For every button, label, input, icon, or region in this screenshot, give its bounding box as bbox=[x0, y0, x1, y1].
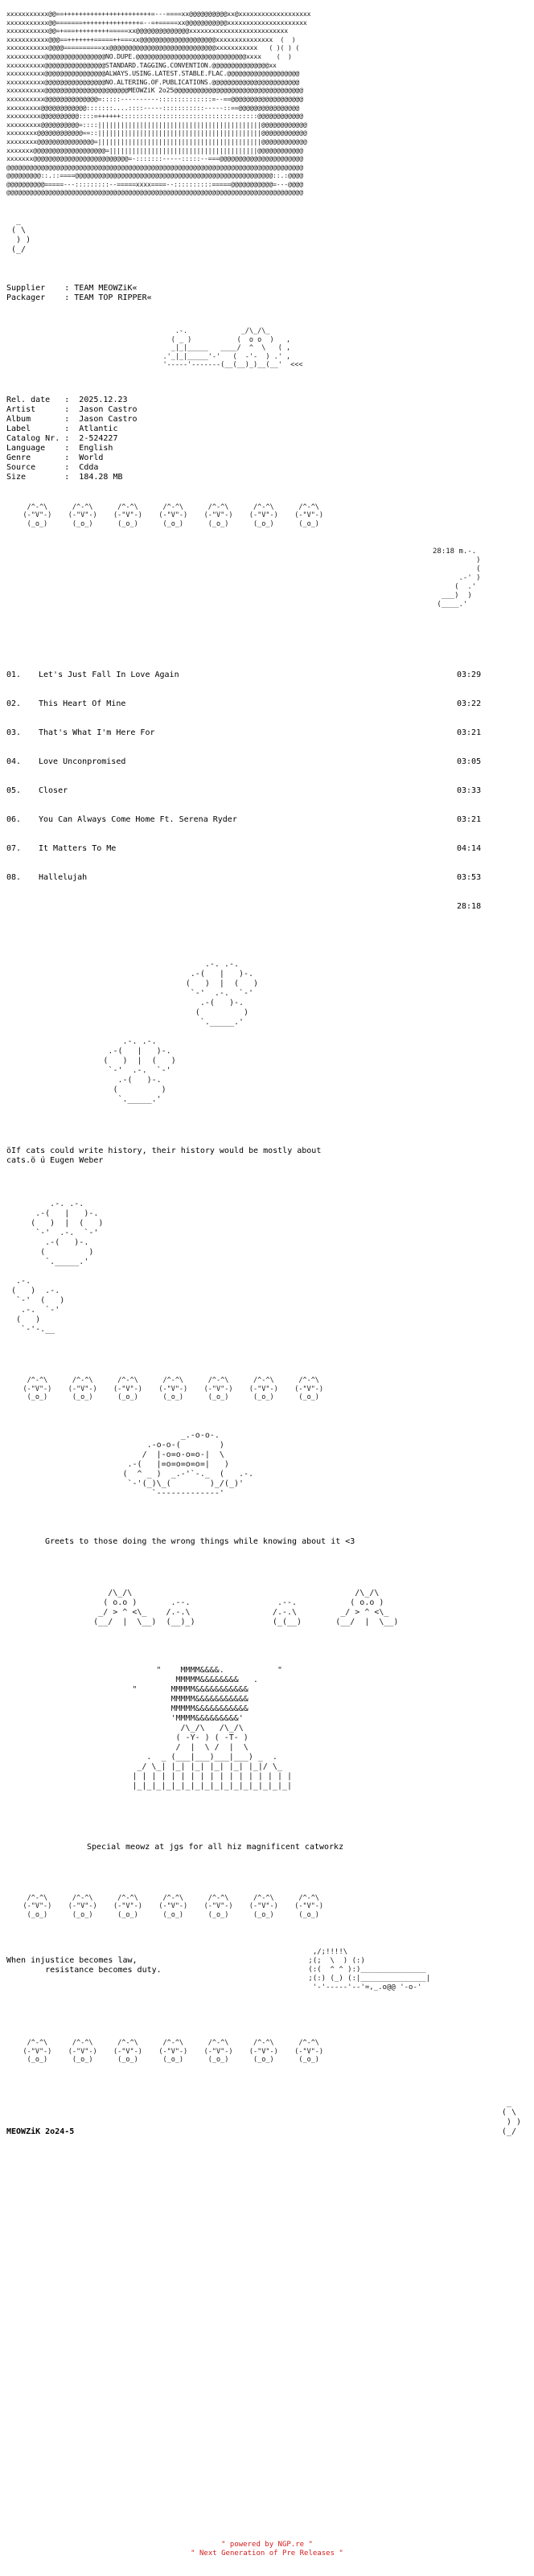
header-banner-art: xxxxxxxxxxx@@==+++++++++++++++++++++++=---====xx@@@@@@@@@@xx@xxxxxxxxxxxxxxxxxxx xxxxxxxxxxx@@=======+++++++++++++++=--=+=====xx@@@@@@@@@@@xxxxxxxxxxxxxxxxxxxxx xxxxxxxxxxx@@=+===+++++++++=====xx@@@@@@@@@@@@@@xxxxxxxxxxxxxxxxxxxxxxxxxx xxxxxxxxxxx@@@==+++++++=====++===xx@@@@@@@@@@@@@@@@@@@@xxxxxxxxxxxxxxx ( ) xxxxxxxxxxx@@@@==========xx@@@@@@@@@@@@@@@@@@@@@@@@@@@@xxxxxxxxxxx ( )( ) ( xxxxxxxxxx@@@@@@@@@@@@@@@@NO.DUPE.@@@@@@@@@@@@@@@@@@@@@@@@@@@@@xxxx ( ) xxxxxxxxxx@@@@@@@@@@@@@@@@STANDARD.TAGGING.CONVENTION.@@@@@@@@@@@@@@@xx xxxxxxxxxx@@@@@@@@@@@@@@@@ALWAYS.USING.LATEST.STABLE.FLAC.@@@@@@@@@@@@@@@@@@@ xxxxxxxxxx@@@@@@@@@@@@@@@@NO.ALTERING.OF.PUBLICATIONS.@@@@@@@@@@@@@@@@@@@@@@@ xxxxxxxxxx@@@@@@@@@@@@@@@@@@@@@@MEOWZiK 2o25@@@@@@@@@@@@@@@@@@@@@@@@@@@@@@@@@@ xxxxxxxxxx@@@@@@@@@@@@@@=:::::----------::::::::::::::=--==@@@@@@@@@@@@@@@@@@@ xxxxxxxxx@@@@@@@@@@@@:::::::....::::-----:::::::::::-----::==@@@@@@@@@@@@@@@@ xxxxxxxxx@@@@@@@@@@::::=++++++::::::::::::::::::::::::::::::::::::@@@@@@@@@@@@ xxxxxxxxx@@@@@@@@@@=::::|||||||||||||||||||||||||||||||||||||||||||@@@@@@@@@@@@ xxxxxxxx@@@@@@@@@@@@==::|||||||||||||||||||||||||||||||||||||||||||@@@@@@@@@@@@ xxxxxxxx@@@@@@@@@@@@@@@=|||||||||||||||||||||||||||||||||||||||||||@@@@@@@@@@@@ xxxxxxx@@@@@@@@@@@@@@@@@@@=|||||||||||||||||||||||||||||||||||||||@@@@@@@@@@@@ xxxxxxx@@@@@@@@@@@@@@@@@@@@@@@@@=-:::::::-----:::::--===@@@@@@@@@@@@@@@@@@@@@@ @@@@@@@@@@@@@@@@@@@@@@@@@@@@@@@@@@@@@@@@@@@@@@@@@@@@@@@@@@@@@@@@@@@@@@@@@@@@@@ @@@@@@@@@::.::====@@@@@@@@@@@@@@@@@@@@@@@@@@@@@@@@@@@@@@@@@@@@@@@@@@@@::.:@@@@ @@@@@@@@@@=====---:::::::::--=====xxxx====--::::::::::=====@@@@@@@@@@@=---@@@@ @@@@@@@@@@@@@@@@@@@@@@@@@@@@@@@@@@@@@@@@@@@@@@@@@@@@@@@@@@@@@@@@@@@@@@@@@@@@@@ bbox=[6, 10, 311, 197]
injustice-section bbox=[6, 1948, 528, 1992]
track-number: 06. bbox=[6, 815, 22, 825]
signature-row bbox=[6, 2098, 521, 2137]
castle-cats-art: " MMMM&&&&. " MMMMM&&&&&&&& . " MMMMM&&&&&&&&&&& MMMMM&&&&&&&&&&& MMMMM&&&&&&&&&&& 'MMMM&&&&&&&&&' /\_/\ /\_/\ ( -Y- ) ( -T- ) / | \ / | \ . _ (___|___)___|___) _ . _/ \_| |_| |_| |_| |_| |_|/ \_ | | | | | | | | | | | | | | | | | |_|_|_|_|_|_|_|_|_|_|_|_|_|_|_|_| bbox=[132, 1665, 293, 1790]
track-row bbox=[6, 757, 528, 767]
paw-row-divider: /^-^\ /^-^\ /^-^\ /^-^\ /^-^\ /^-^\ /^-^\ (-"V"-) (-"V"-) (-"V"-) (-"V"-) (-"V"-) (-"V"-) (-"V"-) (_o_) (_o_) (_o_) (_o_) (_o_) (_o_) (_o_) bbox=[23, 2039, 324, 2065]
track-time: 03:21 bbox=[457, 815, 482, 825]
track-title: It Matters To Me bbox=[39, 844, 117, 854]
paw-row-divider: /^-^\ /^-^\ /^-^\ /^-^\ /^-^\ /^-^\ /^-^\ (-"V"-) (-"V"-) (-"V"-) (-"V"-) (-"V"-) (-"V"-) (-"V"-) (_o_) (_o_) (_o_) (_o_) (_o_) (_o_) (_o_) bbox=[23, 1893, 324, 1919]
track-row bbox=[6, 699, 528, 709]
track-row bbox=[6, 844, 528, 854]
footer-powered-by: " powered by NGP.re " bbox=[221, 2541, 313, 2549]
track-number: 05. bbox=[6, 786, 22, 796]
special-meowz-line: Special meowz at jgs for all hiz magnificent catworkz bbox=[87, 1842, 344, 1852]
cat-history-quote: öIf cats could write history, their history would be mostly about cats.ö ú Eugen Weber bbox=[6, 1146, 322, 1166]
paw-row-divider: /^-^\ /^-^\ /^-^\ /^-^\ /^-^\ /^-^\ /^-^\ (-"V"-) (-"V"-) (-"V"-) (-"V"-) (-"V"-) (-"V"-) (-"V"-) (_o_) (_o_) (_o_) (_o_) (_o_) (_o_) (_o_) bbox=[23, 1376, 324, 1402]
track-number: 04. bbox=[6, 757, 22, 767]
track-row bbox=[6, 671, 528, 680]
track-row bbox=[6, 815, 528, 825]
paw-print-art-bottom: _ ( \ ) ) (_/ bbox=[501, 2098, 521, 2136]
track-time: 03:05 bbox=[457, 757, 482, 767]
supplier-block: Supplier : TEAM MEOWZiK« Packager : TEAM TOP RIPPER« bbox=[6, 284, 152, 303]
track-title: You Can Always Come Home Ft. Serena Ryder bbox=[39, 815, 237, 825]
nfo-document bbox=[6, 0, 528, 2147]
cat-ascii-art: .-. _/\_/\_ ( _ ) ( o o ) , _|_|_____ ____/ ^ \ ( , .'_|_|_____'-' ( -'- ) .' , '-----'-------(__(__)_)__(__' <<< bbox=[162, 327, 303, 370]
track-title: This Heart Of Mine bbox=[39, 699, 126, 709]
track-row bbox=[6, 873, 528, 883]
track-total-row bbox=[6, 902, 528, 912]
track-time: 03:33 bbox=[457, 786, 482, 796]
track-time: 03:29 bbox=[457, 671, 482, 680]
tracks-total-time: 28:18 bbox=[457, 902, 482, 912]
track-title: Hallelujah bbox=[39, 873, 88, 883]
injustice-quote: When injustice becomes law, resistance becomes duty. bbox=[6, 1956, 162, 1975]
track-number: 03. bbox=[6, 728, 22, 738]
track-time: 03:21 bbox=[457, 728, 482, 738]
paw-print-art-middle: .-. .-. .-( | )-. ( ) | ( ) `-' .-. `-' .-( )-. ( ) `._____.' .-. .-. .-( | )-. ( ) | ( ) `-' .-. `-' .-( )-. ( ) `._____.' bbox=[103, 960, 259, 1105]
track-number: 07. bbox=[6, 844, 22, 854]
track-time: 03:53 bbox=[457, 873, 482, 883]
snake-cat-art: _.-o-o-. .-o-o-( ) / |-o=o-o=o-| \ .-( |=o=o=o=o=| ) ( ^ _ ) _.-'`-._ ( .-. `-'(_)\_( )_/(_)' `-------------' bbox=[122, 1430, 254, 1498]
track-title: That's What I'm Here For bbox=[39, 728, 155, 738]
tracklist bbox=[6, 651, 528, 921]
cats-row-art: /\_/\ /\_/\ ( o.o ) .--. .--. ( o.o ) _/ > ^ <\_ /.-.\ /.-.\ _/ > ^ <\_ (__/ | \__) (__)_) (_(__) (__/ | \__) bbox=[93, 1588, 399, 1626]
paw-print-art-lower: .-. .-. .-( | )-. ( ) | ( ) `-' .-. `-' .-( )-. ( ) `._____.' .-. ( ) .-. `-' ( ) .-. `-' ( ) `-'-.__ bbox=[11, 1200, 104, 1335]
track-time: 04:14 bbox=[457, 844, 482, 854]
track-number: 08. bbox=[6, 873, 22, 883]
paw-print-art-top: _ ( \ ) ) (_/ bbox=[11, 216, 31, 255]
footer-tagline: " Next Generation of Pre Releases " bbox=[191, 2549, 343, 2558]
track-title: Love Unconpromised bbox=[39, 757, 126, 767]
greets-line: Greets to those doing the wrong things while knowing about it <3 bbox=[45, 1536, 355, 1546]
footer-credits bbox=[0, 2541, 534, 2558]
track-row bbox=[6, 786, 528, 796]
track-title: Let's Just Fall In Love Again bbox=[39, 671, 179, 680]
paw-row-divider: /^-^\ /^-^\ /^-^\ /^-^\ /^-^\ /^-^\ /^-^\ (-"V"-) (-"V"-) (-"V"-) (-"V"-) (-"V"-) (-"V"-) (-"V"-) (_o_) (_o_) (_o_) (_o_) (_o_) (_o_) (_o_) bbox=[23, 502, 324, 528]
meowzik-signature: MEOWZiK 2o24-5 bbox=[6, 2127, 75, 2136]
track-number: 01. bbox=[6, 671, 22, 680]
track-title: Closer bbox=[39, 786, 68, 796]
track-time: 03:22 bbox=[457, 699, 482, 709]
track-row bbox=[6, 728, 528, 738]
tail-art-total: 28:18 m.-. ) ( .-' ) ( .' ___) ) (____.' bbox=[433, 548, 481, 609]
release-info-block: Rel. date : 2025.12.23 Artist : Jason Castro Album : Jason Castro Label : Atlantic Catalog Nr. : 2-524227 Language : English Genre : World Source : Cdda Size : 184.28 MB bbox=[6, 395, 138, 482]
train-art: ,/;!!!!\ ;(; \ ) (:) (:( ^ ^ ):)_______________ ;(:) (_) (:|_______________| '-'-----'--'=,_.o@@ '-o-' bbox=[308, 1948, 431, 1992]
track-number: 02. bbox=[6, 699, 22, 709]
